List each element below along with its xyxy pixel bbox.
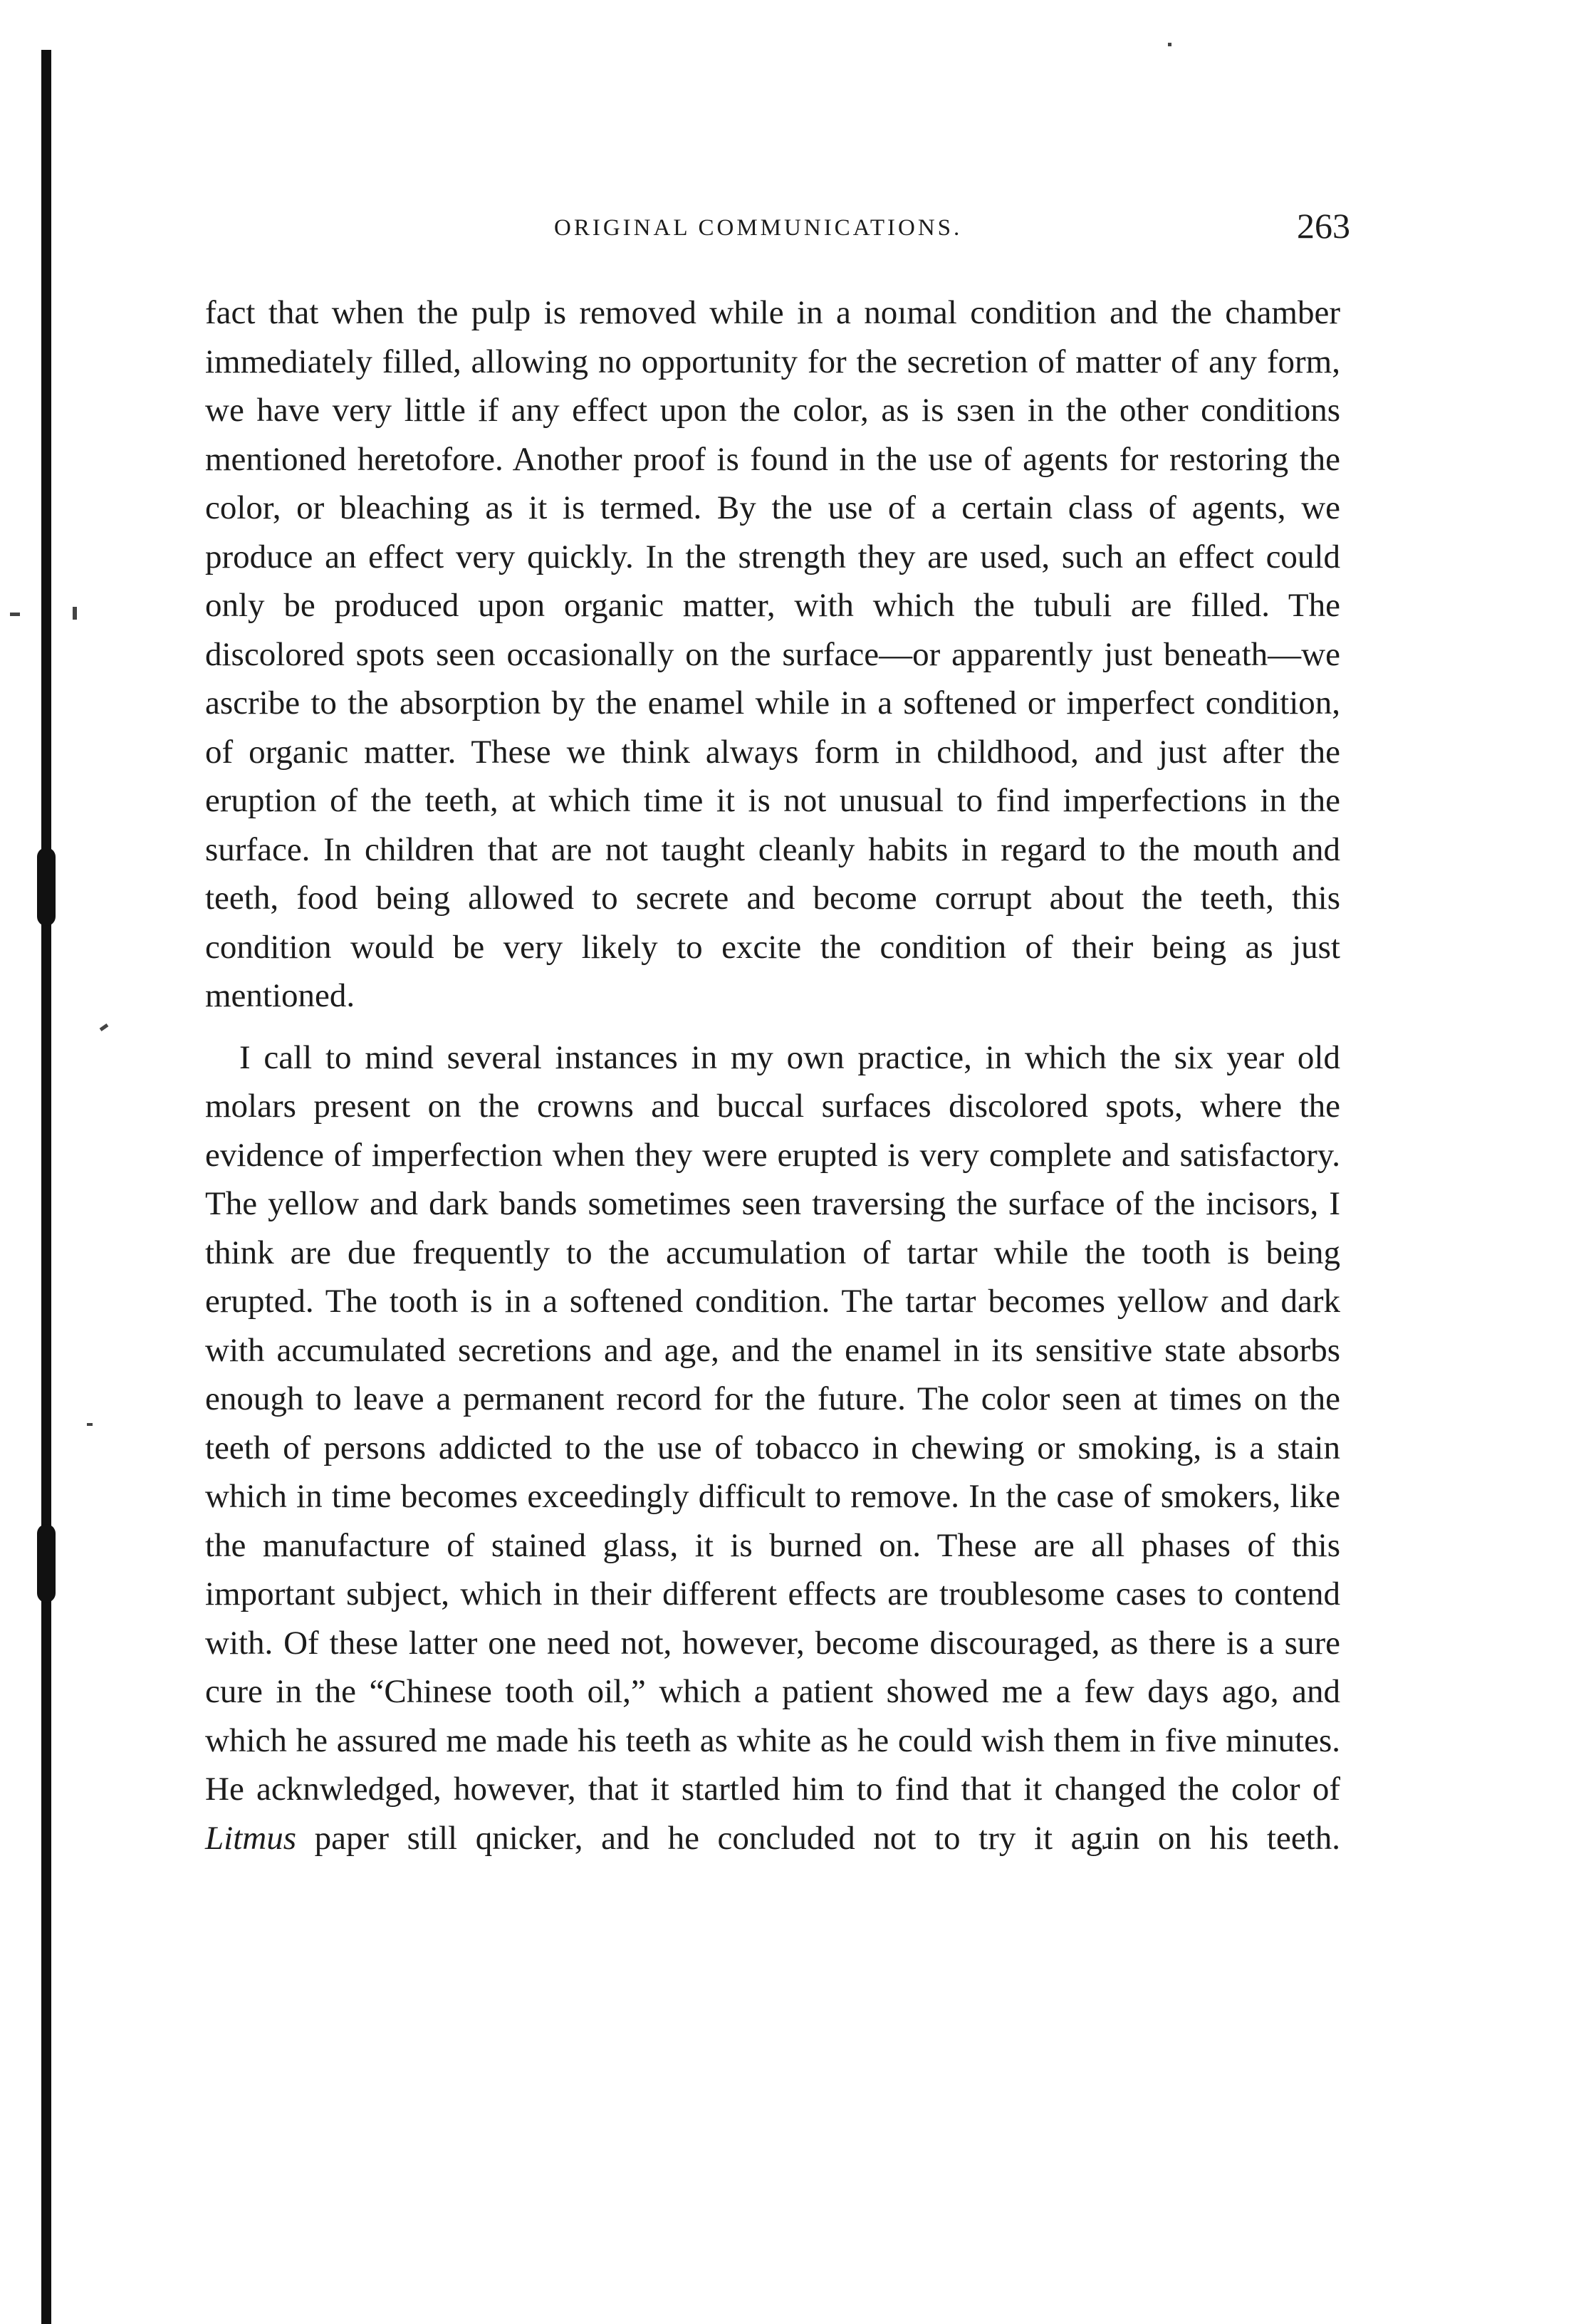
body-text — [205, 288, 1340, 1862]
binding-margin-mark — [37, 848, 56, 926]
scan-speck — [87, 1423, 93, 1426]
scan-speck — [73, 607, 77, 620]
running-head: ORIGINAL COMMUNICATIONS. — [554, 215, 963, 241]
paragraph-text: I call to mind several instances in my own practice, in which the six year old molars present on the crowns and buccal surfaces discolored spots, where the evidence of imperfection when they were erupted is very complete and satisfactory. The yellow and dark bands sometimes seen traversing the surface of the incisors, I think are due frequently to the accumulation of tartar while the tooth is being erupted. The tooth is in a softened condition. The tartar becomes yellow and dark with accumulated secretions and age, and the enamel in its sensitive state absorbs enough to leave a permanent record for the future. The color seen at times on the teeth of persons addicted to the use of tobacco in chewing or smoking, is a stain which in time becomes exceedingly difficult to remove. In the case of smokers, like the manufacture of stained glass, it is burned on. These are all phases of this important subject, which in their different effects are troublesome cases to contend with. Of these latter one need not, however, become discouraged, as there is a sure cure in the “Chinese tooth oil,” which a patient showed me a few days ago, and which he assured me made his teeth as white as he could wish them in five minutes. He acknwledged, however, that it startled him to find that it changed the color of — [205, 1038, 1340, 1808]
paragraph: fact that when the pulp is removed while in a noımal condition and the chamber immediately filled, allowing no opportunity for the secretion of matter of any form, we have very little if any effect upon the color, as is sɜen in the other conditions mentioned heretofore. Another proof is found in the use of agents for restoring the color, or bleaching as it is termed. By the use of a certain class of agents, we produce an effect very quickly. In the strength they are used, such an effect could only be produced upon organic matter, with which the tubuli are filled. The discolored spots seen occasionally on the surface—or apparently just beneath—we ascribe to the absorption by the enamel while in a softened or imperfect condition, of organic matter. These we think always form in childhood, and just after the eruption of the teeth, at which time it is not unusual to find imperfections in the surface. In children that are not taught cleanly habits in regard to the mouth and teeth, food being allowed to secrete and become corrupt about the teeth, this condition would be very likely to excite the condition of their being as just mentioned. — [205, 294, 1340, 1014]
italic-term: Litmus — [205, 1819, 296, 1857]
paragraph-text: paper still qnicker, and he concluded not to try it agɹin on his teeth. — [314, 1819, 1340, 1857]
scan-speck — [1168, 43, 1171, 46]
binding-margin-mark — [37, 1524, 56, 1603]
page-number: 263 — [1297, 206, 1350, 246]
page-header — [205, 206, 1350, 255]
scan-speck — [10, 613, 20, 616]
scan-speck — [100, 1023, 109, 1031]
paragraph — [205, 1033, 1340, 1863]
binding-margin-line — [41, 50, 51, 2324]
